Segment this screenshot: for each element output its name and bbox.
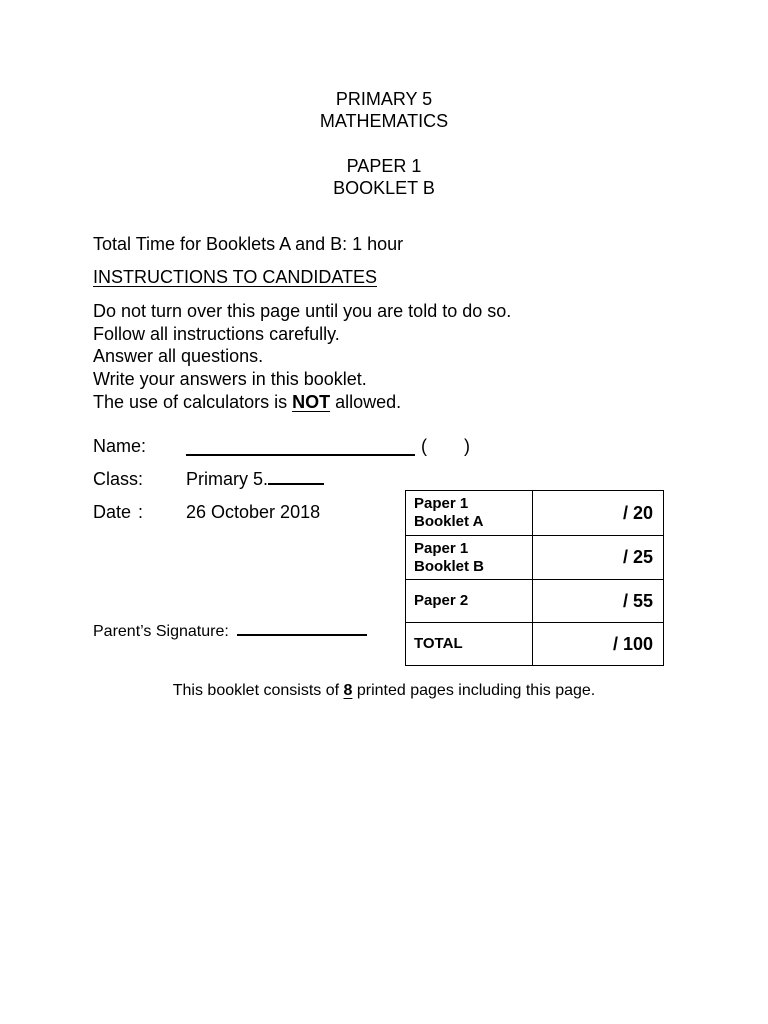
register-open-paren: ( bbox=[421, 436, 427, 456]
score-label-line2: Booklet A bbox=[414, 513, 484, 530]
booklet-heading: BOOKLET B bbox=[333, 178, 435, 198]
instruction-line-3: Answer all questions. bbox=[93, 346, 264, 366]
date-label: Date bbox=[93, 502, 132, 522]
calculator-not-emphasis: NOT bbox=[292, 392, 331, 412]
score-row-label bbox=[406, 536, 533, 580]
score-row-paper1-booklet-b bbox=[406, 536, 664, 580]
paper-heading: PAPER 1 bbox=[346, 156, 422, 176]
instruction-line-2: Follow all instructions carefully. bbox=[93, 324, 340, 344]
page-count-note bbox=[0, 681, 768, 701]
parent-signature-blank-line[interactable] bbox=[237, 622, 367, 636]
parent-signature bbox=[93, 622, 367, 642]
page-count-number: 8 bbox=[343, 682, 353, 699]
subject-heading: MATHEMATICS bbox=[319, 111, 449, 131]
score-max: / 55 bbox=[533, 580, 664, 623]
page-count-prefix: This booklet consists of bbox=[172, 682, 344, 699]
score-row-label bbox=[406, 491, 533, 536]
score-max: / 100 bbox=[533, 623, 664, 666]
name-blank-line bbox=[186, 440, 415, 456]
date-label-group bbox=[93, 501, 144, 523]
score-label-line1: Paper 1 bbox=[414, 539, 469, 557]
class-value: Primary 5. bbox=[186, 469, 269, 489]
calculator-suffix: allowed. bbox=[330, 392, 402, 412]
score-row-total bbox=[406, 623, 664, 666]
instructions-heading: INSTRUCTIONS TO CANDIDATES bbox=[93, 267, 378, 287]
date-value: 26 October 2018 bbox=[186, 502, 321, 522]
name-label: Name: bbox=[93, 436, 147, 456]
class-label: Class: bbox=[93, 469, 144, 489]
name-field[interactable] bbox=[186, 440, 415, 461]
instruction-line-calculator bbox=[93, 391, 401, 413]
score-row-paper1-booklet-a bbox=[406, 491, 664, 536]
instruction-line-4: Write your answers in this booklet. bbox=[93, 369, 367, 389]
score-row-label: TOTAL bbox=[406, 623, 533, 666]
total-time: Total Time for Booklets A and B: 1 hour bbox=[93, 234, 404, 254]
score-max: / 25 bbox=[533, 536, 664, 580]
score-label-line1: Paper 1 bbox=[414, 495, 469, 512]
score-row-paper2 bbox=[406, 580, 664, 623]
register-close-paren: ) bbox=[464, 436, 470, 456]
calculator-prefix: The use of calculators is bbox=[93, 392, 293, 412]
parent-signature-label: Parent’s Signature: bbox=[93, 623, 229, 640]
instruction-line-1: Do not turn over this page until you are told to do so. bbox=[93, 301, 512, 321]
score-row-label: Paper 2 bbox=[406, 580, 533, 623]
class-field bbox=[186, 468, 324, 490]
score-table bbox=[405, 490, 664, 666]
class-blank-line[interactable] bbox=[268, 469, 324, 485]
date-colon: : bbox=[138, 502, 144, 522]
score-label-line2: Booklet B bbox=[414, 557, 485, 575]
level-heading: PRIMARY 5 bbox=[335, 89, 433, 109]
score-max: / 20 bbox=[533, 491, 664, 536]
page-count-suffix: printed pages including this page. bbox=[352, 682, 596, 699]
